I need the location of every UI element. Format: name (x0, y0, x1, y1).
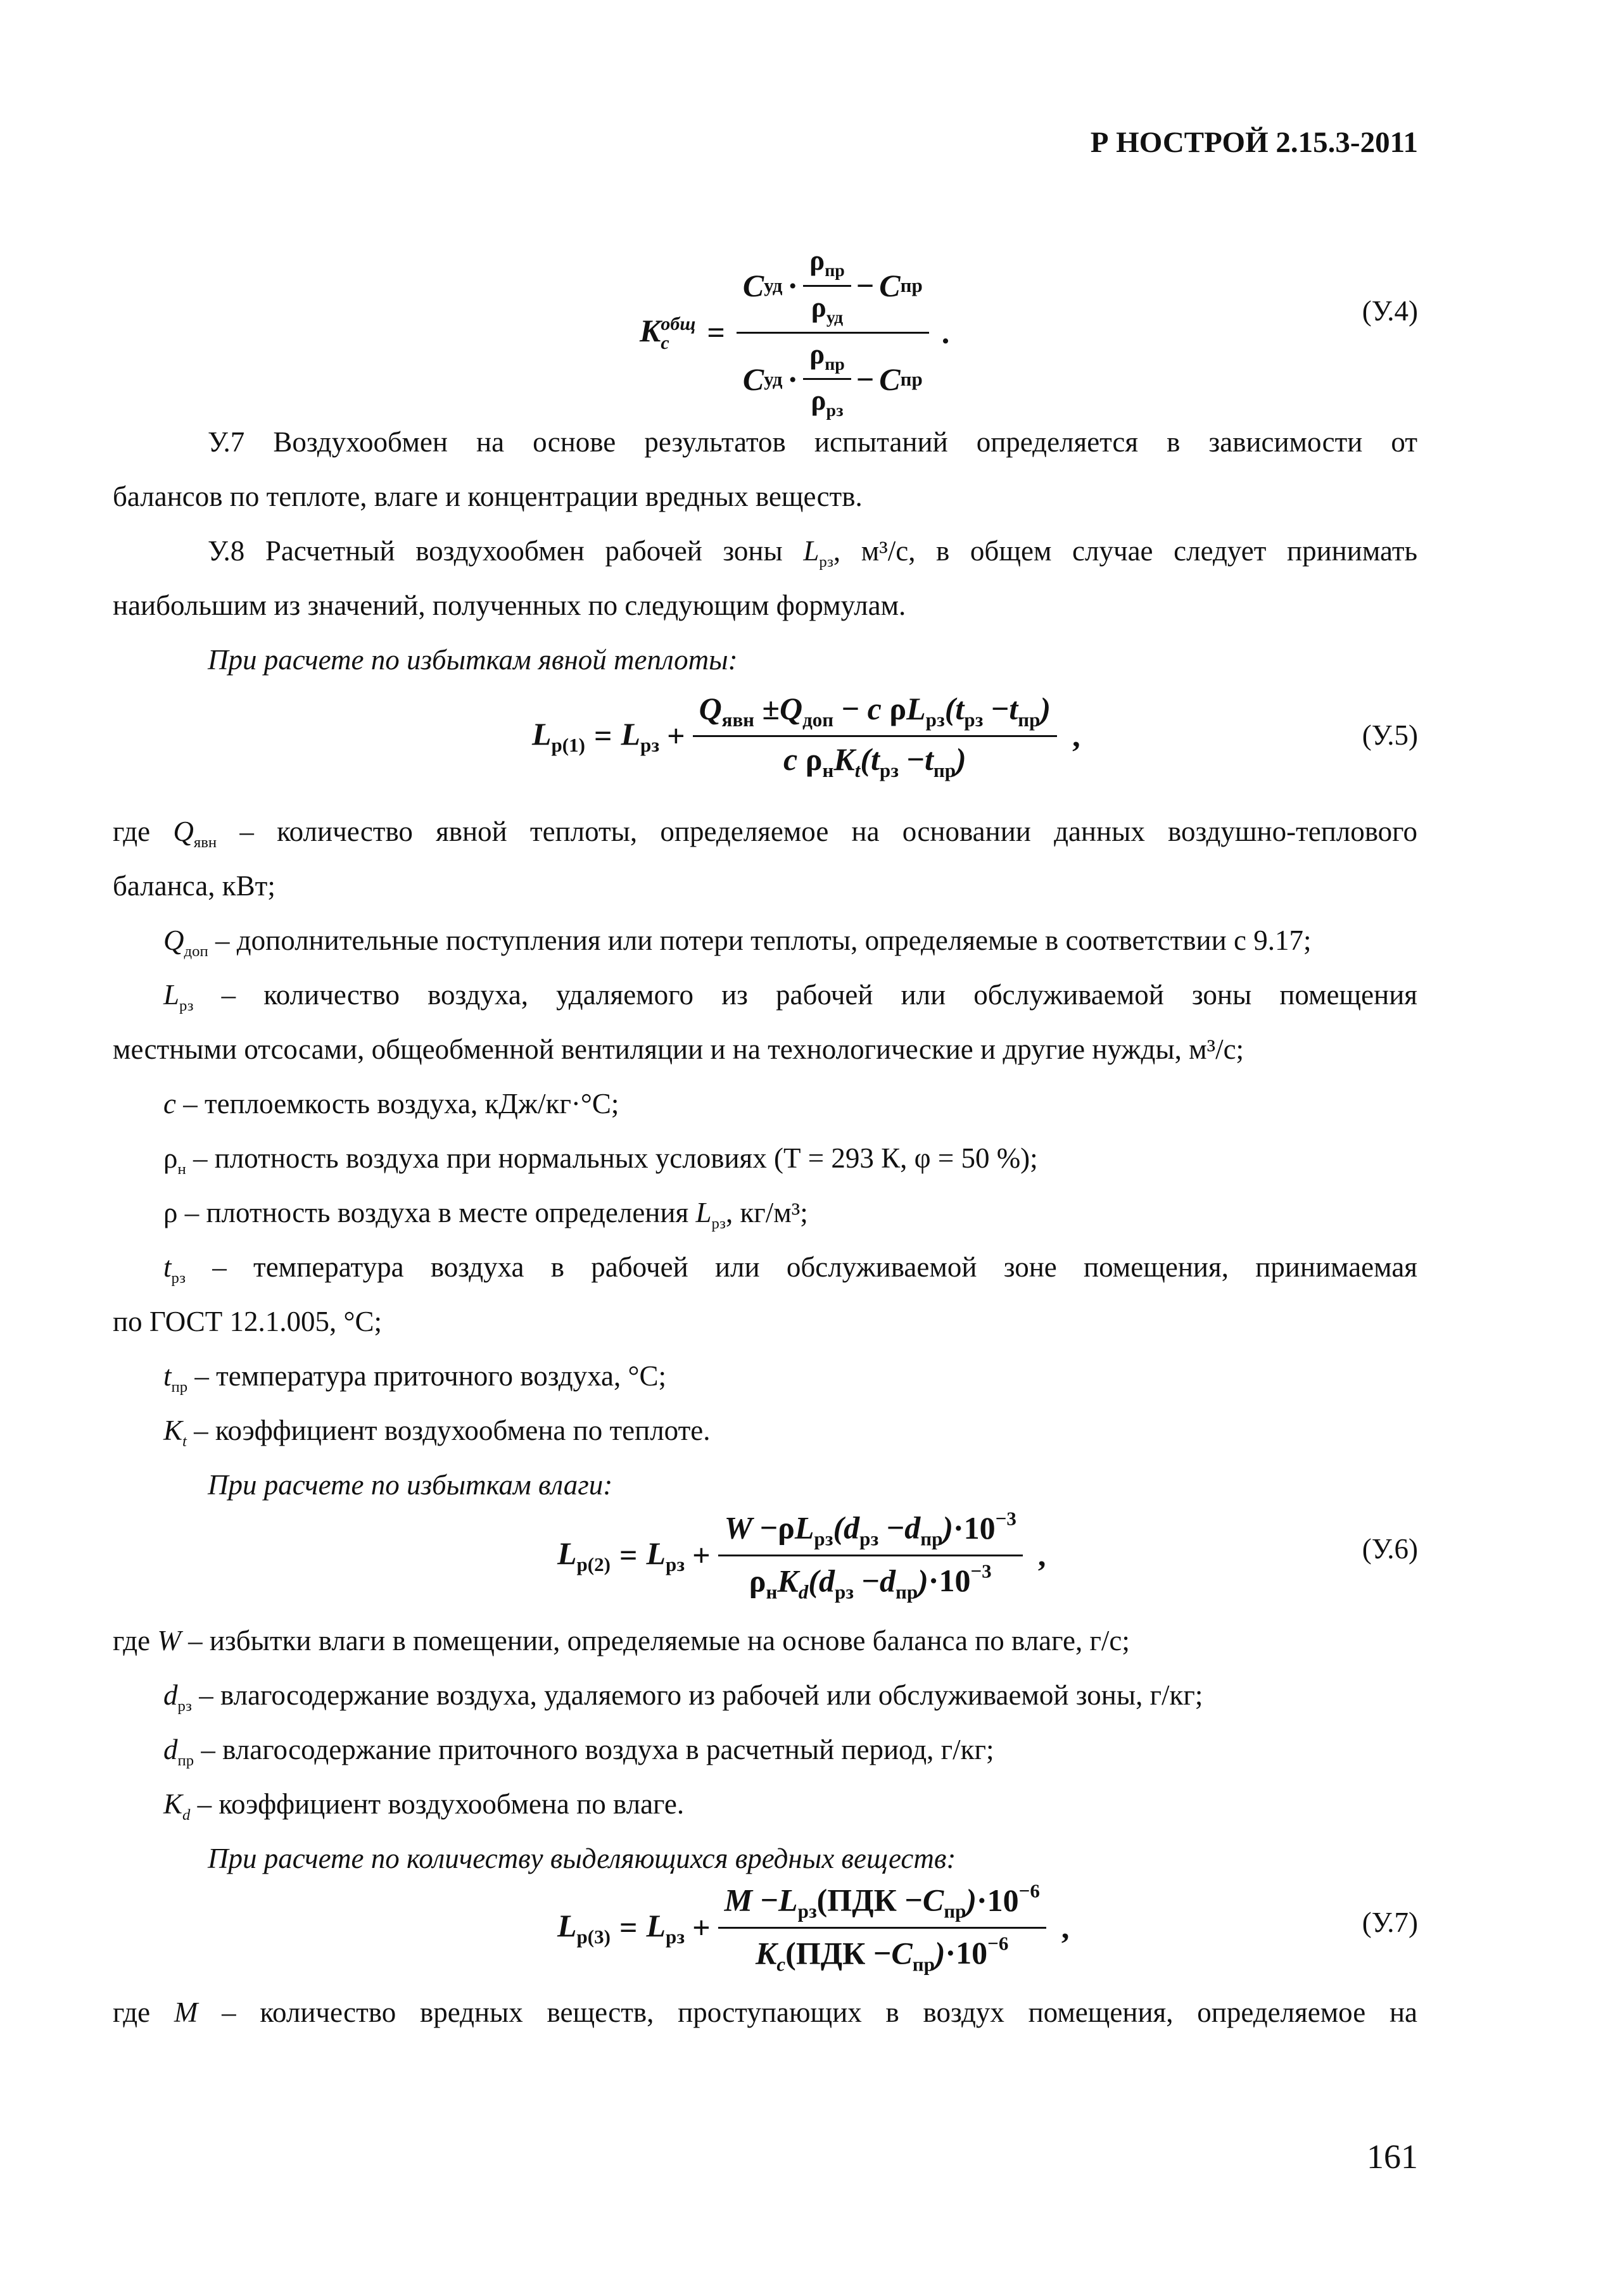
page-number: 161 (1367, 2138, 1418, 2176)
paragraph-u7: У.7 Воздухообмен на основе результатов испытаний определяется в зависимости от (208, 426, 1417, 458)
equation-number-u6: (У.6) (1362, 1533, 1418, 1565)
paragraph-u8-cont: наибольшим из значений, полученных по следующим формулам. (113, 590, 906, 621)
definition-q-yavn: где $Q_{явн}$ – количество явной теплоты, определяемое на основании данных воздушно-теплового (113, 816, 1418, 851)
definition-d-rz: $d_{рз}$ – влагосодержание воздуха, удаляемого из рабочей или обслуживаемой зоны, г/кг; (163, 1679, 1203, 1715)
equation-number-u4: (У.4) (1362, 295, 1418, 327)
equation-number-u7: (У.7) (1362, 1907, 1418, 1938)
heading-harmful-substances: При расчете по количеству выделяющихся вредных веществ: (208, 1843, 956, 1874)
definition-t-rz-cont: по ГОСТ 12.1.005, °С; (113, 1306, 383, 1337)
definition-k-t: $K_t$ – коэффициент воздухообмена по теплоте. (163, 1415, 711, 1450)
formula-u4: K общ c = C уд · $\frac{\rho_{пр}}{\rho_{уд}}$ − C пр C уд · $\frac{\rho_{пр}}{\rho_{рз}}$ − C пр . (640, 244, 950, 420)
definition-c: с – теплоемкость воздуха, кДж/кг·°С; (163, 1088, 619, 1120)
definition-l-rz-cont: местными отсосами, общеобменной вентиляции и на технологические и другие нужды, м³/с; (113, 1033, 1244, 1065)
formula-u6: $L_{р(2)}$ = $L_{рз}$ + $\frac{W -\rho L_{рз}(d_{рз} -d_{пр})\cdot 10^{-3}}{\rho_нK_d(d_{рз} -d_{пр})\cdot 10^{-3}}$ , (557, 1507, 1046, 1603)
definition-m: где M – количество вредных веществ, проступающих в воздух помещения, определяемое на (113, 1996, 1418, 2028)
heading-heat-excess: При расчете по избыткам явной теплоты: (208, 644, 738, 676)
definition-t-pr: $t_{пр}$ – температура приточного воздуха, °С; (163, 1360, 666, 1396)
definition-k-d: $K_d$ – коэффициент воздухообмена по влаге. (163, 1788, 685, 1824)
definition-q-dop: $Q_{доп}$ – дополнительные поступления или потери теплоты, определяемые в соответствии с 9.17; (163, 924, 1312, 960)
equation-number-u5: (У.5) (1362, 719, 1418, 751)
definition-rho: ρ – плотность воздуха в месте определения $L_{рз}$, кг/м³; (163, 1197, 808, 1232)
paragraph-u7-cont: балансов по теплоте, влаге и концентрации вредных веществ. (113, 481, 863, 512)
definition-t-rz: $t_{рз}$ – температура воздуха в рабочей или обслуживаемой зоне помещения, принимаемая (163, 1251, 1418, 1287)
formula-u7: $L_{р(3)}$ = $L_{рз}$ + $\frac{M -L_{рз}(ПДК -C_{пр})\cdot 10^{-6}}{K_c(ПДК -C_{пр})\cdot 10^{-6}}$ , (557, 1879, 1070, 1976)
definition-w: где W – избытки влаги в помещении, определяемые на основе баланса по влаге, г/с; (113, 1625, 1130, 1656)
paragraph-u8: У.8 Расчетный воздухообмен рабочей зоны $L_{рз}$, м³/с, в общем случае следует принимать (208, 535, 1418, 571)
definition-d-pr: $d_{пр}$ – влагосодержание приточного воздуха в расчетный период, г/кг; (163, 1734, 994, 1769)
document-code-header: Р НОСТРОЙ 2.15.3-2011 (1090, 126, 1418, 159)
formula-u5: $L_{р(1)}$ = $L_{рз}$ + $\frac{Q_{явн} \pm Q_{доп} - c \rho L_{рз}(t_{рз} -t_{пр})}{c \rho_нK_t(t_{рз} -t_{пр})}$ , (532, 691, 1080, 781)
definition-q-yavn-cont: баланса, кВт; (113, 870, 275, 902)
definition-l-rz: $L_{рз}$ – количество воздуха, удаляемого из рабочей или обслуживаемой зоны помещения (163, 979, 1417, 1014)
definition-rho-n: $\rho_н$ – плотность воздуха при нормальных условиях (Т = 293 К, φ = 50 %); (163, 1142, 1038, 1178)
heading-moisture-excess: При расчете по избыткам влаги: (208, 1469, 613, 1501)
